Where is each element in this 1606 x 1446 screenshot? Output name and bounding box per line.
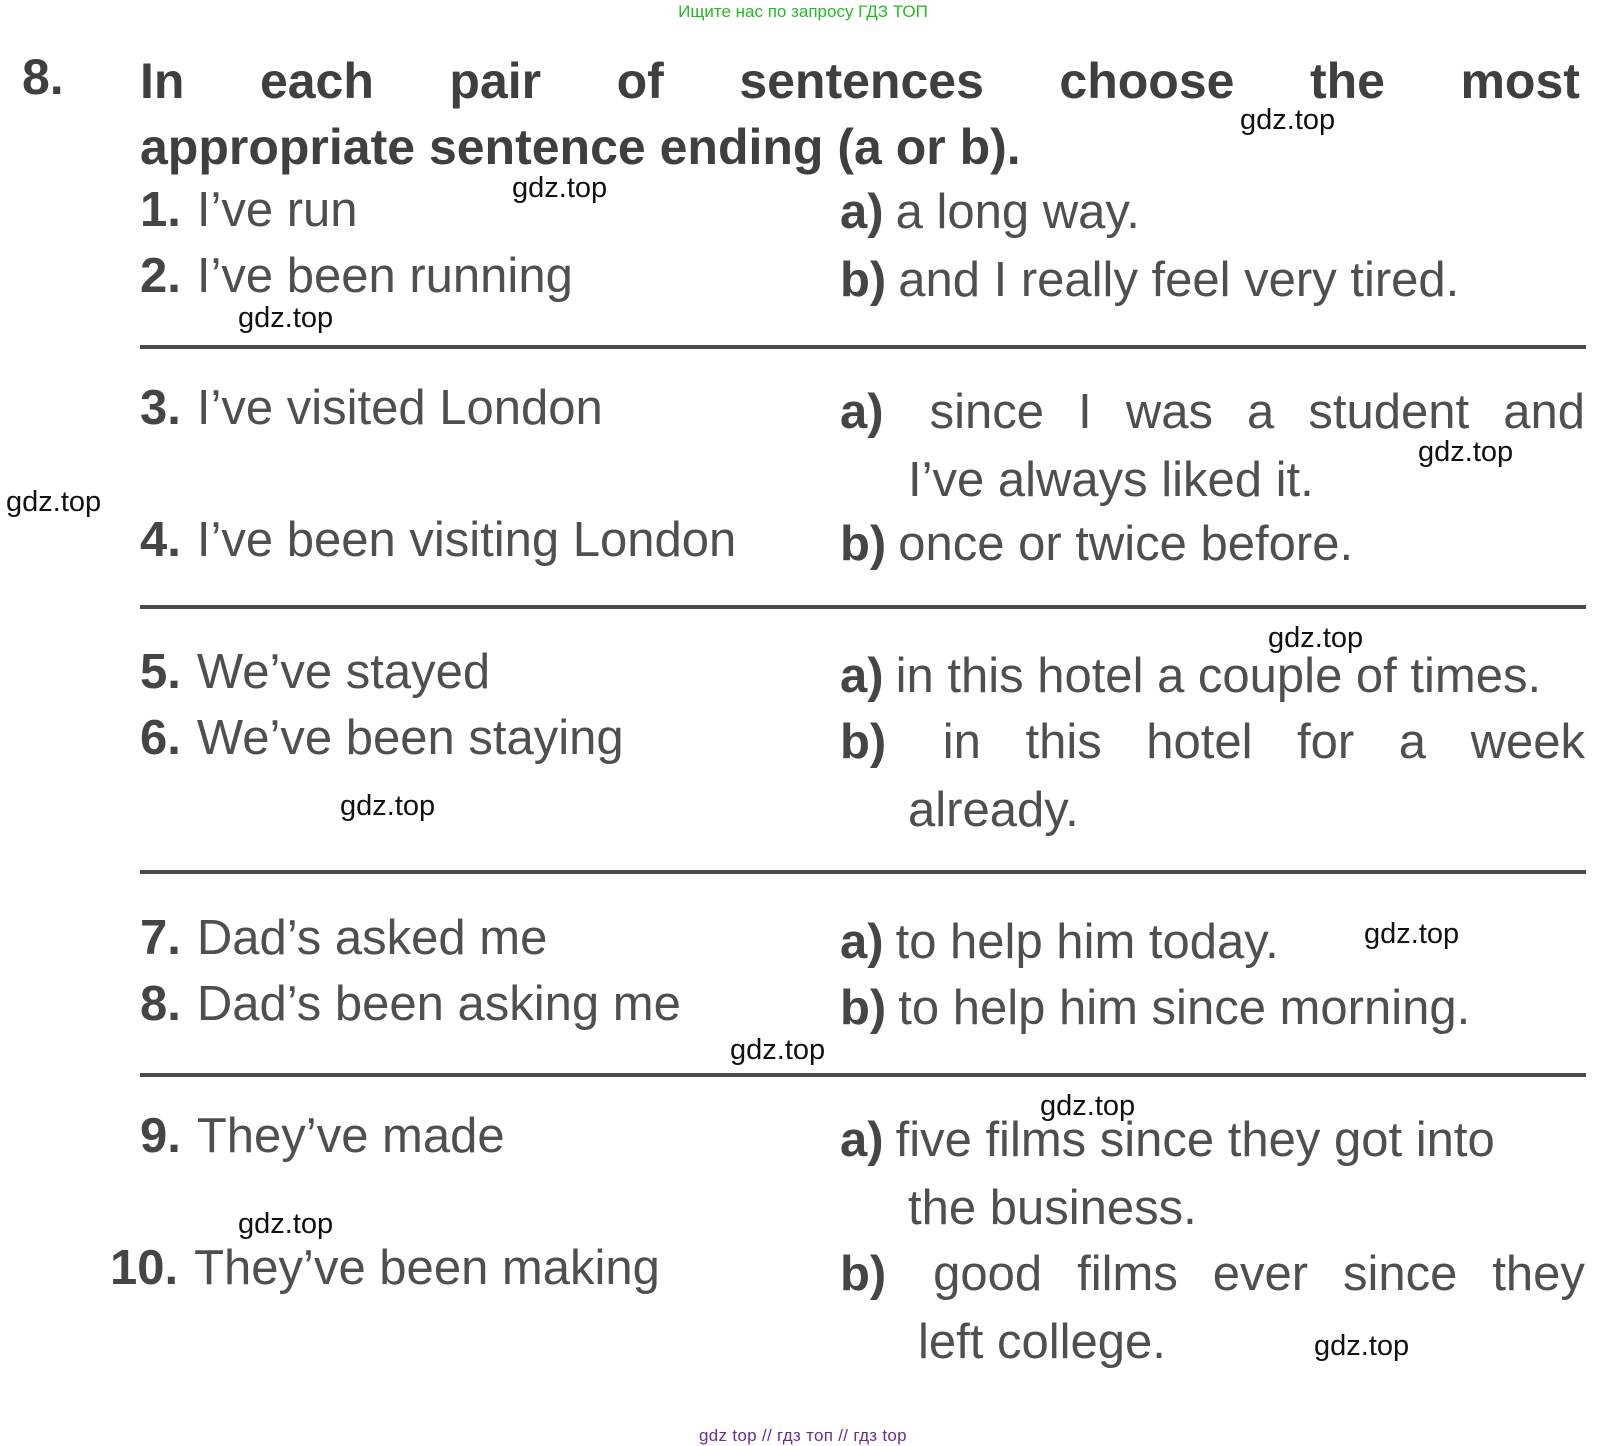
ending-4b <box>840 974 1585 1042</box>
ending-word: films <box>1077 1247 1178 1301</box>
header-note: Ищите нас по запросу ГДЗ ТОП <box>678 2 928 21</box>
item-number: 10. <box>110 1241 179 1295</box>
watermark: gdz.top <box>238 302 334 334</box>
sentence-start-5 <box>140 644 490 700</box>
watermark: gdz.top <box>238 1208 334 1240</box>
ending-letter: a) <box>840 385 884 439</box>
watermark: gdz.top <box>6 486 102 518</box>
item-number: 1. <box>140 183 181 237</box>
instruction-word: the <box>1309 53 1385 109</box>
ending-letter: a) <box>840 1113 884 1167</box>
task-instruction <box>140 48 1580 180</box>
instruction-word: each <box>259 53 374 109</box>
item-number: 5. <box>140 645 181 699</box>
item-text: I’ve run <box>196 183 358 237</box>
ending-2b <box>840 510 1585 578</box>
ending-text: and I really feel very tired. <box>898 253 1460 307</box>
ending-word: since <box>929 385 1045 439</box>
ending-3b <box>840 708 1585 844</box>
item-text: I’ve been visiting London <box>196 513 737 567</box>
ending-word: I <box>1078 385 1092 439</box>
watermark: gdz.top <box>512 172 608 204</box>
item-number: 4. <box>140 513 181 567</box>
sentence-start-8 <box>140 976 681 1032</box>
ending-letter: b) <box>840 715 887 769</box>
instruction-line-1 <box>140 48 1580 114</box>
ending-word: for <box>1297 715 1355 769</box>
ending-word: and <box>1503 385 1585 439</box>
ending-4a <box>840 908 1585 976</box>
item-text: Dad’s been asking me <box>196 977 681 1031</box>
ending-letter: a) <box>840 915 884 969</box>
ending-word: was <box>1125 385 1213 439</box>
ending-line <box>840 708 1585 776</box>
ending-5b <box>840 1240 1585 1376</box>
ending-letter: b) <box>840 253 887 307</box>
sentence-start-6 <box>140 710 624 766</box>
ending-1a <box>840 178 1585 246</box>
ending-line <box>840 1240 1585 1308</box>
instruction-word: choose <box>1059 53 1235 109</box>
ending-word: week <box>1470 715 1585 769</box>
ending-letter: a) <box>840 649 884 703</box>
watermark: gdz.top <box>1418 436 1514 468</box>
ending-text: a long way. <box>895 185 1140 239</box>
watermark: gdz.top <box>340 790 436 822</box>
watermark: gdz.top <box>730 1034 826 1066</box>
ending-text: five films since they got into <box>895 1113 1495 1167</box>
ending-word: a <box>1398 715 1427 769</box>
item-number: 3. <box>140 381 181 435</box>
sentence-start-9 <box>140 1108 505 1164</box>
ending-letter: b) <box>840 981 887 1035</box>
watermark: gdz.top <box>1240 104 1336 136</box>
ending-3a <box>840 642 1585 710</box>
item-number: 7. <box>140 911 181 965</box>
sentence-start-1 <box>140 182 358 238</box>
item-text: We’ve stayed <box>196 645 491 699</box>
item-number: 8. <box>140 977 181 1031</box>
footer-note: gdz top // гдз топ // гдз top <box>699 1426 907 1445</box>
ending-line-2: left college. <box>918 1315 1166 1369</box>
divider <box>140 1073 1586 1077</box>
item-number: 9. <box>140 1109 181 1163</box>
instruction-word: In <box>140 53 185 109</box>
task-number: 8. <box>22 49 64 105</box>
instruction-word: of <box>616 53 664 109</box>
ending-word: in <box>942 715 981 769</box>
ending-text: once or twice before. <box>898 517 1354 571</box>
ending-word: a <box>1247 385 1275 439</box>
instruction-word: pair <box>449 53 542 109</box>
sentence-start-2 <box>140 248 573 304</box>
instruction-word: most <box>1460 53 1580 109</box>
ending-5a <box>840 1106 1585 1242</box>
sentence-start-4 <box>140 512 736 568</box>
watermark: gdz.top <box>1268 622 1364 654</box>
ending-line-2: already. <box>908 783 1079 837</box>
ending-word: ever <box>1212 1247 1309 1301</box>
watermark: gdz.top <box>1364 918 1460 950</box>
ending-word: since <box>1343 1247 1458 1301</box>
sentence-start-3 <box>140 380 603 436</box>
item-number: 6. <box>140 711 181 765</box>
ending-word: hotel <box>1146 715 1253 769</box>
divider <box>140 345 1586 349</box>
instruction-line-2: appropriate sentence ending (a or b). <box>140 119 1021 175</box>
item-text: They’ve made <box>196 1109 505 1163</box>
item-text: I’ve visited London <box>196 381 603 435</box>
ending-letter: a) <box>840 185 884 239</box>
item-text: I’ve been running <box>196 249 573 303</box>
ending-text: to help him since morning. <box>898 981 1471 1035</box>
ending-word: student <box>1308 385 1470 439</box>
ending-line-2: I’ve always liked it. <box>908 453 1314 507</box>
ending-1b <box>840 246 1585 314</box>
sentence-start-10 <box>110 1240 660 1296</box>
item-text: They’ve been making <box>194 1241 660 1295</box>
ending-text: to help him today. <box>895 915 1279 969</box>
item-text: Dad’s asked me <box>196 911 548 965</box>
ending-word: this <box>1025 715 1102 769</box>
item-text: We’ve been staying <box>196 711 624 765</box>
ending-letter: b) <box>840 517 887 571</box>
instruction-word: sentences <box>739 53 984 109</box>
divider <box>140 605 1586 609</box>
ending-text: in this hotel a couple of times. <box>895 649 1542 703</box>
ending-word: good <box>933 1247 1043 1301</box>
watermark: gdz.top <box>1040 1090 1136 1122</box>
divider <box>140 870 1586 874</box>
sentence-start-7 <box>140 910 547 966</box>
ending-word: they <box>1492 1247 1585 1301</box>
watermark: gdz.top <box>1314 1330 1410 1362</box>
item-number: 2. <box>140 249 181 303</box>
ending-line-2: the business. <box>908 1181 1197 1235</box>
ending-letter: b) <box>840 1247 887 1301</box>
